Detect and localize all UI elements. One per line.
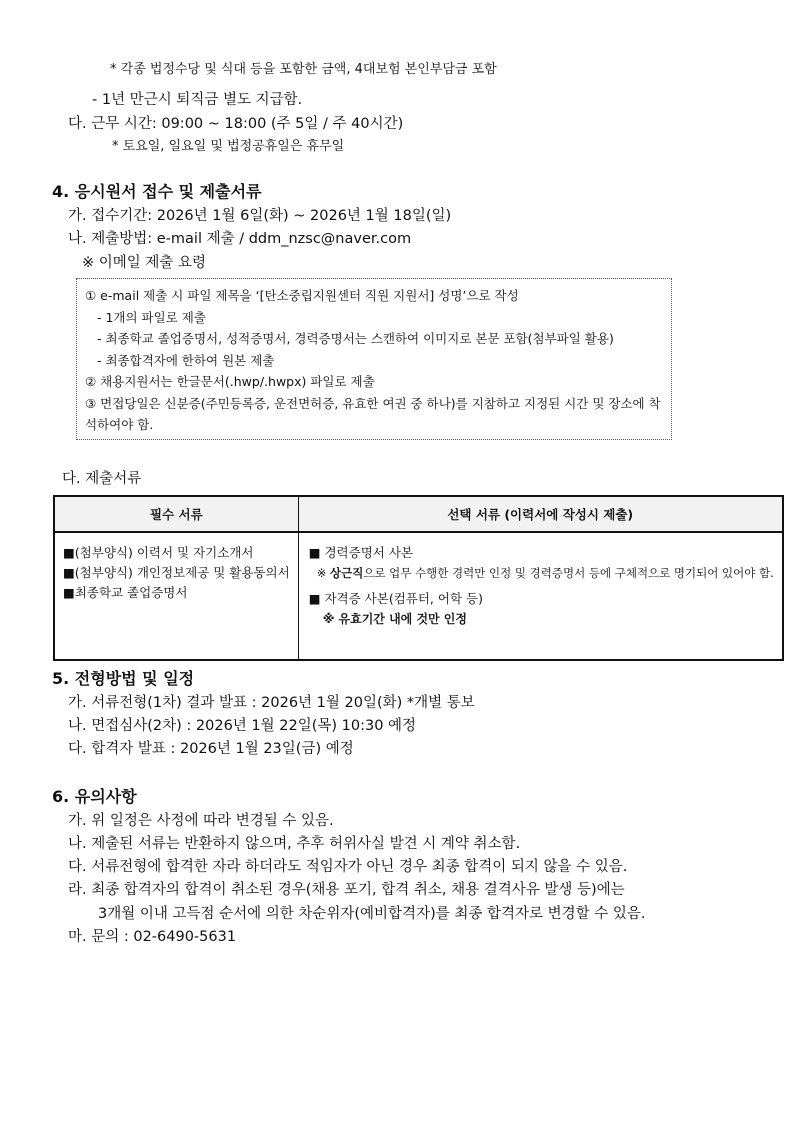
guide-line-3: - 최종학교 졸업증명서, 성적증명서, 경력증명서는 스캔하여 이미지로 본문 포함(첨부파일 활용): [97, 331, 614, 346]
required-doc-item: ■(첨부양식) 이력서 및 자기소개서: [63, 545, 254, 560]
schedule-line-1: 가. 서류전형(1차) 결과 발표 : 2026년 1월 20일(화) *개별 통보: [68, 695, 475, 711]
contact-line: 마. 문의 : 02-6490-5631: [68, 929, 237, 945]
holiday-note: * 토요일, 일요일 및 법정공휴일은 휴무일: [112, 139, 345, 154]
career-note-prefix: ※: [316, 566, 330, 580]
required-doc-item: ■최종학교 졸업증명서: [63, 585, 188, 600]
guide-line-1: ① e-mail 제출 시 파일 제목을 ‘[탄소중립지원센터 직원 지원서] 성명’으로 작성: [85, 288, 519, 303]
schedule-line-2: 나. 면접심사(2차) : 2026년 1월 22일(목) 10:30 예정: [68, 718, 417, 734]
notice-line-4b: 3개월 이내 고득점 순서에 의한 차순위자(예비합격자)를 최종 합격자로 변경할 수 있음.: [98, 906, 646, 922]
guide-line-6: ③ 면접당일은 신분증(주민등록증, 운전면허증, 유효한 여권 중 하나)를 지참하고 지정된 시간 및 장소에 착석하여야 함.: [85, 395, 661, 432]
notice-line-3: 다. 서류전형에 합격한 자라 하더라도 적임자가 아닌 경우 최종 합격이 되지 않을 수 있음.: [68, 859, 628, 875]
optional-doc-career: ■ 경력증명서 사본: [308, 545, 413, 560]
email-guide-title: ※ 이메일 제출 요령: [82, 255, 207, 271]
section4-heading: 4. 응시원서 접수 및 제출서류: [52, 182, 262, 201]
optional-docs-cell: [298, 532, 783, 660]
submission-method: 나. 제출방법: e-mail 제출 / ddm_nzsc@naver.com: [68, 231, 412, 247]
email-guide-box: [76, 278, 672, 440]
section6-heading: 6. 유의사항: [52, 787, 137, 806]
notice-line-2: 나. 제출된 서류는 반환하지 않으며, 추후 허위사실 발견 시 계약 취소함.: [68, 836, 521, 852]
schedule-line-3: 다. 합격자 발표 : 2026년 1월 23일(금) 예정: [68, 741, 354, 757]
severance-line: - 1년 만근시 퇴직금 별도 지급함.: [92, 92, 303, 108]
required-doc-item: ■(첨부양식) 개인정보제공 및 활용동의서: [63, 565, 290, 580]
required-docs-header: 필수 서류: [54, 496, 298, 532]
documents-table: [53, 495, 784, 661]
cert-note: ※ 유효기간 내에 것만 인정: [322, 612, 467, 626]
guide-line-5: ② 채용지원서는 한글문서(.hwp/.hwpx) 파일로 제출: [85, 374, 375, 389]
career-note-rest: 으로 업무 수행한 경력만 인정 및 경력증명서 등에 구체적으로 명기되어 있어야 함.: [363, 566, 774, 580]
guide-line-2: - 1개의 파일로 제출: [97, 309, 206, 325]
application-period: 가. 접수기간: 2026년 1월 6일(화) ~ 2026년 1월 18일(일): [68, 208, 452, 224]
required-docs-cell: [54, 532, 298, 660]
guide-line-4: - 최종합격자에 한하여 원본 제출: [97, 352, 275, 368]
optional-docs-header: 선택 서류 (이력서에 작성시 제출): [298, 496, 783, 532]
optional-doc-cert: ■ 자격증 사본(컴퓨터, 어학 등): [308, 591, 483, 606]
career-note: [309, 563, 774, 583]
section5-heading: 5. 전형방법 및 일정: [52, 669, 195, 688]
salary-note: * 각종 법정수당 및 식대 등을 포함한 금액, 4대보험 본인부담금 포함: [110, 62, 497, 77]
work-hours-line: 다. 근무 시간: 09:00 ~ 18:00 (주 5일 / 주 40시간): [68, 116, 404, 132]
notice-line-1: 가. 위 일정은 사정에 따라 변경될 수 있음.: [68, 813, 334, 829]
documents-title: 다. 제출서류: [62, 471, 142, 487]
notice-line-4a: 라. 최종 합격자의 합격이 취소된 경우(채용 포기, 합격 취소, 채용 결격사유 발생 등)에는: [68, 882, 625, 898]
career-note-bold: 상근직: [329, 566, 364, 580]
